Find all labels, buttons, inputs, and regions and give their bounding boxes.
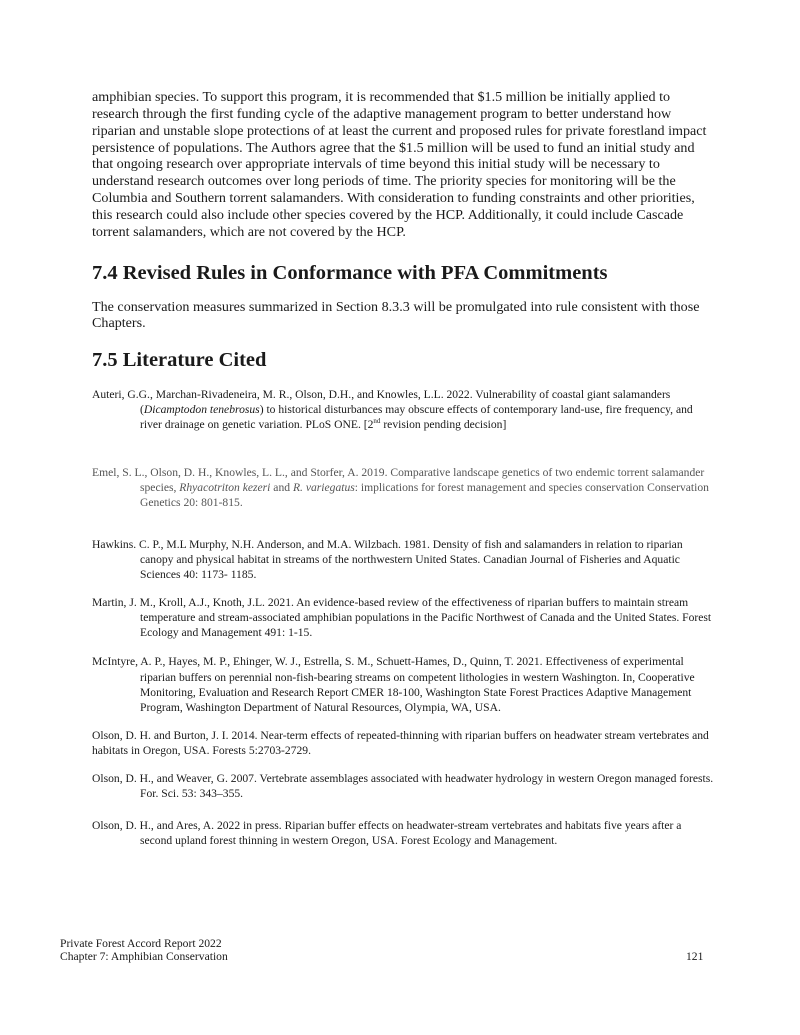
references-list: [92, 387, 716, 848]
page-content: [92, 89, 716, 848]
intro-paragraph: amphibian species. To support this program, it is recommended that $1.5 million be initially applied to research through the first funding cycle of the adaptive management program to better understand how riparian and unstable slope protections of at least the current and proposed rules for private forestland impact persistence of populations. The Authors agree that the $1.5 million will be used to fund an initial study and that ongoing research over appropriate intervals of time beyond this initial study will be necessary to understand research outcomes over long periods of time. The priority species for monitoring will be the Columbia and Southern torrent salamanders. With consideration to funding constraints and other priorities, this research could also include other species covered by the HCP. Additionally, it could include Cascade torrent salamanders, which are not covered by the HCP.: [92, 89, 707, 240]
reference-emel-2019: Emel, S. L., Olson, D. H., Knowles, L. L., and Storfer, A. 2019. Comparative landscape genetics of two endemic torrent salamander species, Rhyacotriton kezeri and R. variegatus: implications for forest management and species conservation Conservation Genetics 20: 801-815.: [92, 465, 709, 509]
reference-martin-2021: Martin, J. M., Kroll, A.J., Knoth, J.L. 2021. An evidence-based review of the effectiveness of riparian buffers to maintain stream temperature and stream-associated amphibian populations in the Pacific Northwest of Canada and the United States. Forest Ecology and Management 491: 1-15.: [92, 596, 712, 640]
page-footer: [60, 937, 228, 963]
section-7-5-heading: 7.5 Literature Cited: [92, 349, 267, 372]
section-7-4-paragraph: The conservation measures summarized in Section 8.3.3 will be promulgated into rule consistent with those Chapters.: [92, 298, 700, 332]
section-7-4-heading: 7.4 Revised Rules in Conformance with PFA Commitments: [92, 261, 608, 284]
reference-olson-ares-2022: Olson, D. H., and Ares, A. 2022 in press. Riparian buffer effects on headwater-stream vertebrates and habitats five years after a second upland forest thinning in western Oregon, USA. Forest Ecology and Management.: [92, 819, 682, 848]
reference-auteri-2022: Auteri, G.G., Marchan-Rivadeneira, M. R., Olson, D.H., and Knowles, L.L. 2022. Vulnerability of coastal giant salamanders (Dicamptodon tenebrosus) to historical disturbances may obscure effects of contemporary land-use, fire frequency, and river drainage on genetic variation. PLoS ONE. [2nd revision pending decision]: [92, 388, 693, 432]
footer-report-title: Private Forest Accord Report 2022: [60, 937, 222, 950]
footer-chapter-title: Chapter 7: Amphibian Conservation: [60, 950, 228, 964]
reference-mcintyre-2021: McIntyre, A. P., Hayes, M. P., Ehinger, W. J., Estrella, S. M., Schuett-Hames, D., Quinn, T. 2021. Effectiveness of experimental riparian buffers on perennial non-fish-bearing streams on competent lithologies in western Washington. In, Cooperative Monitoring, Evaluation and Research Report CMER 18-100, Washington State Forest Practices Adaptive Management Program, Washington Department of Natural Resources, Olympia, WA, USA.: [92, 655, 695, 714]
reference-olson-weaver-2007: Olson, D. H., and Weaver, G. 2007. Vertebrate assemblages associated with headwater hydrology in western Oregon managed forests. For. Sci. 53: 343–355.: [92, 771, 714, 801]
reference-olson-burton-2014: Olson, D. H. and Burton, J. I. 2014. Near-term effects of repeated-thinning with riparian buffers on headwater stream vertebrates and habitats in Oregon, USA. Forests 5:2703-2729.: [92, 728, 709, 757]
reference-hawkins-1981: Hawkins. C. P., M.L Murphy, N.H. Anderson, and M.A. Wilzbach. 1981. Density of fish and salamanders in relation to riparian canopy and physical habitat in streams of the northwestern United States. Canadian Journal of Fisheries and Aquatic Sciences 40: 1173- 1185.: [92, 537, 683, 582]
page-number: 121: [686, 950, 704, 963]
